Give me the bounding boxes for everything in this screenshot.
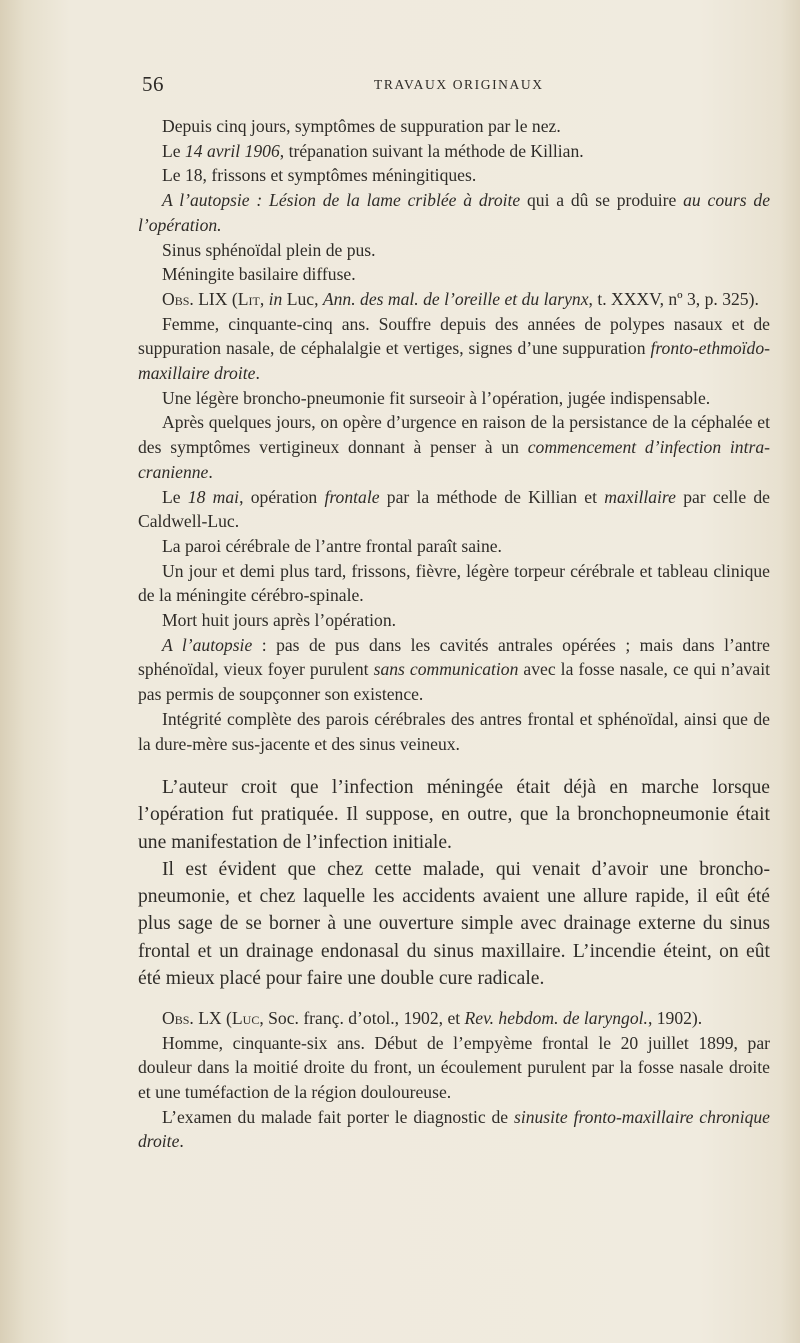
paragraph: La paroi cérébrale de l’antre frontal paraît saine. <box>162 535 502 556</box>
observation-heading-lix: Obs. LIX (Lit, in Luc, Ann. des mal. de l’oreille et du larynx, t. XXXV, nº 3, p. 325). <box>162 288 759 309</box>
case-lviii-section <box>138 114 770 756</box>
paragraph: Une légère broncho-pneumonie fit surseoir à l’opération, jugée indispensable. <box>162 387 711 408</box>
commentary-paragraph: Il est évident que chez cette malade, qui venait d’avoir une broncho-pneumonie, et chez laquelle les accidents avaient une allure rapide, il eût été plus sage de se borner à une ouverture simple avec drainage externe du sinus frontal et un drainage endonasal du sinus maxillaire. L’incendie éteint, on eût été mieux placé pour faire une double cure radicale. <box>138 858 770 989</box>
autopsy-paragraph: A l’autopsie : pas de pus dans les cavités antrales opérées ; mais dans l’antre sphénoïdal, vieux foyer purulent sans communication avec la fosse nasale, ce qui n’avait pas permis de soupçonner son existence. <box>138 634 770 705</box>
paragraph: Le 18 mai, opération frontale par la méthode de Killian et maxillaire par celle de Caldwell-Luc. <box>138 486 770 532</box>
paragraph: Intégrité complète des parois cérébrales des antres frontal et sphénoïdal, ainsi que de la dure-mère sus-jacente et des sinus veineux. <box>138 708 770 754</box>
paragraph: Depuis cinq jours, symptômes de suppuration par le nez. <box>162 116 561 136</box>
paragraph: Méningite basilaire diffuse. <box>162 264 356 285</box>
running-head: TRAVAUX ORIGINAUX <box>374 77 544 92</box>
paragraph: Le 18, frissons et symptômes méningitiques. <box>162 165 477 186</box>
paragraph: Homme, cinquante-six ans. Début de l’empyème frontal le 20 juillet 1899, par douleur dans la moitié droite du front, un écoulement purulent par la fosse nasale droite et une tuméfaction de la région douloureuse. <box>138 1032 770 1103</box>
paragraph: Femme, cinquante-cinq ans. Souffre depuis des années de polypes nasaux et de suppuration nasale, de céphalalgie et vertiges, signes d’une suppuration fronto-ethmoïdo-maxillaire droite. <box>138 313 770 384</box>
page-header <box>142 72 770 98</box>
page-number: 56 <box>142 72 164 96</box>
paragraph: Sinus sphénoïdal plein de pus. <box>162 239 376 260</box>
paragraph: Le 14 avril 1906, trépanation suivant la méthode de Killian. <box>162 140 584 161</box>
paragraph: Mort huit jours après l’opération. <box>162 610 397 631</box>
commentary-section <box>138 774 770 992</box>
commentary-paragraph: L’auteur croit que l’infection méningée était déjà en marche lorsque l’opération fut pratiquée. Il suppose, en outre, que la bronchopneumonie était une manifestation de l’infection initiale. <box>138 777 770 853</box>
paragraph: Un jour et demi plus tard, frissons, fièvre, légère torpeur cérébrale et tableau clinique de la méningite cérébro-spinale. <box>138 560 770 606</box>
page-body <box>138 114 770 1154</box>
paragraph: Après quelques jours, on opère d’urgence en raison de la persistance de la céphalée et des symptômes vertigineux donnant à penser à un commencement d’infection intra-cranienne. <box>138 412 770 482</box>
case-lx-section <box>138 1006 770 1154</box>
paragraph: L’examen du malade fait porter le diagnostic de sinusite fronto-maxillaire chronique droite. <box>138 1106 770 1152</box>
italic-date: 14 avril 1906 <box>184 140 280 161</box>
observation-heading-lx: Obs. LX (Luc, Soc. franç. d’otol., 1902, et Rev. hebdom. de laryngol., 1902). <box>162 1007 703 1028</box>
autopsy-paragraph: A l’autopsie : Lésion de la lame criblée à droite qui a dû se produire au cours de l’opération. <box>138 190 771 235</box>
